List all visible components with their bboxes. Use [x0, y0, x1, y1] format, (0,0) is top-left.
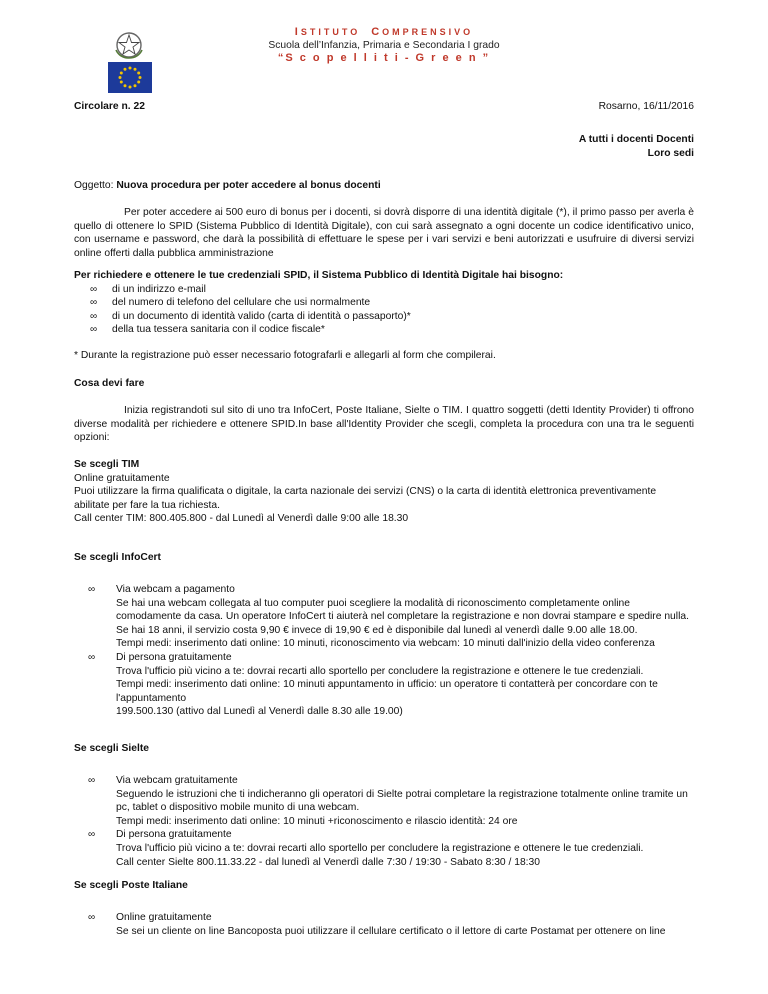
- bullet-icon: ∞: [90, 283, 98, 295]
- section-heading-infocert: Se scegli InfoCert: [74, 552, 161, 563]
- bullet-icon: ∞: [90, 324, 98, 336]
- bullet-icon: ∞: [88, 912, 96, 923]
- recipients: A tutti i docenti Docenti: [578, 134, 694, 145]
- section-heading-tim: Se scegli TIM: [74, 459, 140, 470]
- list-item: ∞ di un documento di identità valido (carta di identità o passaporto)*: [74, 310, 694, 324]
- section-heading-sielte: Se scegli Sielte: [74, 743, 149, 754]
- institute-name: ISTITUTO COMPRENSIVO: [294, 26, 474, 38]
- section-heading-cosa: Cosa devi fare: [74, 378, 145, 389]
- bullet-icon: ∞: [88, 829, 96, 841]
- bullet-icon: ∞: [90, 310, 98, 322]
- subject-label: Oggetto:: [74, 180, 117, 191]
- subject-text: Nuova procedura per poter accedere al bonus docenti: [116, 180, 381, 191]
- document-date: Rosarno, 16/11/2016: [598, 101, 694, 112]
- subject-line: [74, 180, 381, 191]
- list-item: ∞ del numero di telefono del cellulare che usi normalmente: [74, 296, 694, 310]
- section-heading-poste: Se scegli Poste Italiane: [74, 880, 188, 891]
- list-item: ∞ di un indirizzo e-mail: [74, 283, 694, 297]
- list-item: ∞ Via webcam gratuitamente Seguendo le istruzioni che ti indicheranno gli operatori di Sielte potrai completare la registrazione totalmente online tramite un pc, tablet o dispositivo mobile munito di una webcam. Tempi medi: inserimento dati online: 10 minuti +riconoscimento e rilascio identità: 24 ore: [88, 775, 688, 827]
- bullet-icon: ∞: [88, 651, 96, 663]
- list-item: ∞ Via webcam a pagamento Se hai una webcam collegata al tuo computer puoi scegliere la modalità di riconoscimento completamente online comodamente da casa. Un operatore InfoCert ti aiuterà nel completare la registrazione e non dovrai stampare e spedire nulla. Se hai 18 anni, il servizio costa 9,90 € invece di 19,90 € ed è disponibile dal lunedì al venerdì dalle 9.00 alle 18.00. Tempi medi: inserimento dati online: 10 minuti, riconoscimento via webcam: 10 minuti dall'inizio della video conferenza: [88, 584, 689, 650]
- poste-list: [74, 911, 694, 938]
- cosa-paragraph: Inizia registrandoti sul sito di uno tra InfoCert, Poste Italiane, Sielte o TIM. I quattro soggetti (detti Identity Provider) ti offrono diverse modalità per richiedere e ottenere SPID.In base all'Identity Provider che scegli, completa la procedura con una tra le seguenti opzioni:: [74, 405, 694, 444]
- bullet-icon: ∞: [88, 775, 96, 786]
- tim-section: Se scegli TIM Online gratuitamente Puoi utilizzare la firma qualificata o digitale, la carta nazionale dei servizi (CNS) o la carta di identità elettronica preventivamente abilitate per fare la tua richiesta. Call center TIM: 800.405.800 - dal Lunedì al Venerdì dalle 9:00 alle 18.30: [74, 458, 694, 526]
- circolare-number: Circolare n. 22: [74, 101, 145, 112]
- letterhead: [0, 26, 768, 65]
- footnote: * Durante la registrazione può esser necessario fotografarli e allegarli al form che compilerai.: [74, 350, 496, 361]
- bullet-icon: ∞: [88, 584, 96, 595]
- requirements-heading: Per richiedere e ottenere le tue credenziali SPID, il Sistema Pubblico di Identità Digitale hai bisogno:: [74, 270, 564, 281]
- list-item: ∞ Online gratuitamente Se sei un cliente on line Bancoposta puoi utilizzare il cellulare certificato o il lettore di carte Postamat per ottenere on line: [88, 912, 666, 937]
- bullet-icon: ∞: [90, 297, 98, 309]
- eu-flag-icon: [108, 62, 152, 93]
- requirements-section: [74, 269, 694, 337]
- list-item: ∞ Di persona gratuitamente Trova l'ufficio più vicino a te: dovrai recarti allo sportello per concludere la registrazione e ottenere le tue credenziali. Tempi medi: inserimento dati online: 10 minuti appuntamento in ufficio: un operatore ti contatterà per concordare con te l'appuntamento 199.500.130 (attivo dal Lunedì al Venerdì dalle 8.30 alle 19.00): [88, 651, 658, 718]
- school-name: Scuola dell’Infanzia, Primaria e Secondaria I grado: [268, 40, 500, 51]
- intro-paragraph: Per poter accedere ai 500 euro di bonus per i docenti, si dovrà disporre di una identità digitale (*), il primo passo per averla è quello di ottenere lo SPID (Sistema Pubblico di Identità Digitale), con cui sarà assegnato a ogni docente un codice identificativo unico, con username e password, che darà la possibilità di effettuare le spese per i vari servizi e beni autorizzati e usufruire di diversi servizi online offerti dalla pubblica amministrazione: [74, 207, 694, 259]
- list-item: ∞ Di persona gratuitamente Trova l'ufficio più vicino a te: dovrai recarti allo sportello per concludere la registrazione e ottenere le tue credenziali. Call center Sielte 800.11.33.22 - dal lunedì al Venerdì dalle 7:30 / 19:30 - Sabato 8:30 / 18:30: [88, 829, 644, 868]
- recipients-location: Loro sedi: [647, 148, 694, 159]
- infocert-list: [74, 583, 694, 719]
- school-motto: “S c o p e l l i t i - G r e e n ”: [277, 52, 491, 64]
- sielte-list: [74, 774, 694, 869]
- list-item: ∞ della tua tessera sanitaria con il codice fiscale*: [74, 323, 694, 337]
